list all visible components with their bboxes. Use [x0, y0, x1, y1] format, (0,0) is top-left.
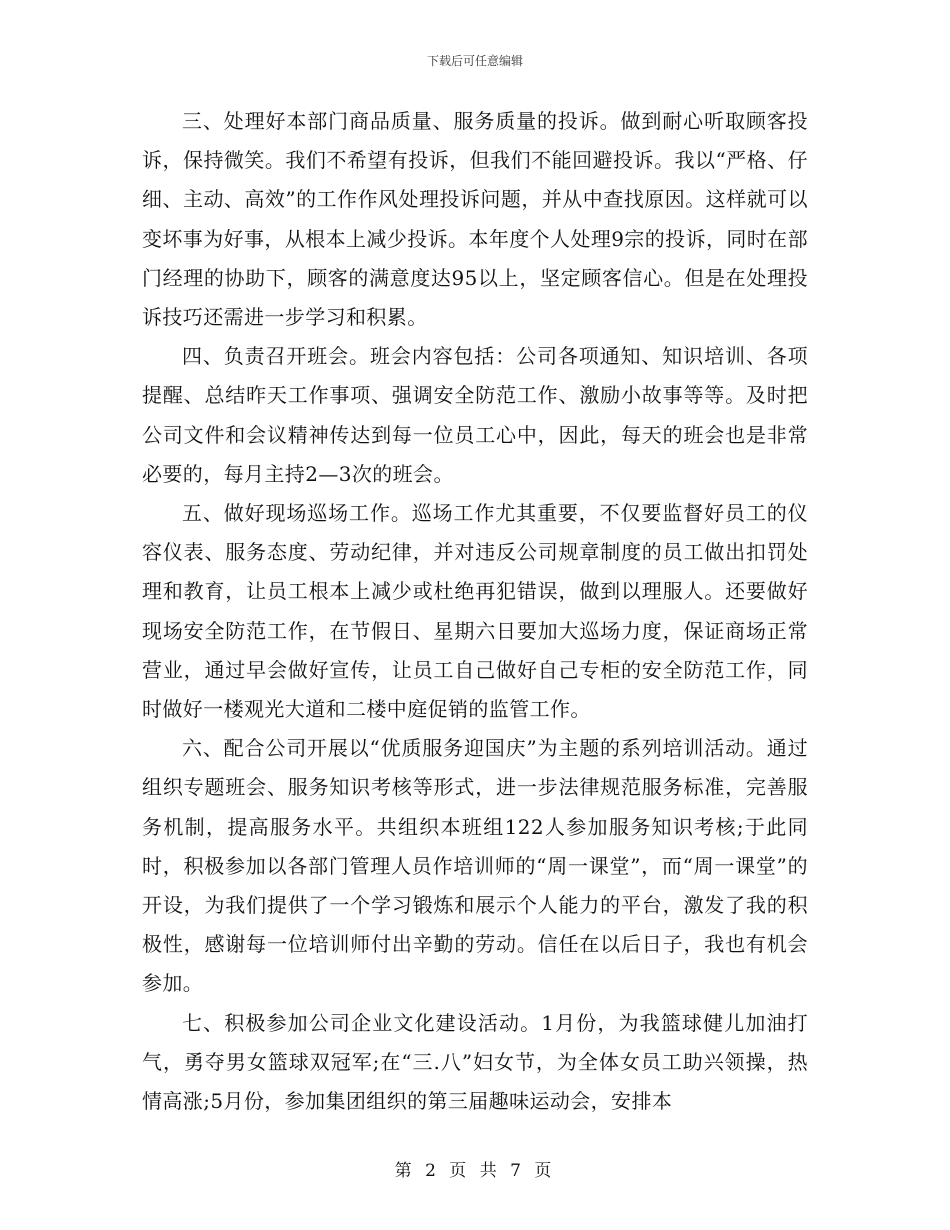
paragraph-4: 四、负责召开班会。班会内容包括：公司各项通知、知识培训、各项提醒、总结昨天工作事项、强调安全防范工作、激励小故事等等。及时把公司文件和会议精神传达到每一位员工心中，因此，每天的班会也是非常必要的，每月主持2—3次的班会。	[142, 344, 808, 486]
page-number: 第 2 页 共 7 页	[394, 1161, 556, 1181]
paragraph-3: 三、处理好本部门商品质量、服务质量的投诉。做到耐心听取顾客投诉，保持微笑。我们不希望有投诉，但我们不能回避投诉。我以“严格、仔细、主动、高效”的工作作风处理投诉问题，并从中查找原因。这样就可以变坏事为好事，从根本上减少投诉。本年度个人处理9宗的投诉，同时在部门经理的协助下，顾客的满意度达95以上，坚定顾客信心。但是在处理投诉技巧还需进一步学习和积累。	[142, 109, 808, 330]
paragraph-5: 五、做好现场巡场工作。巡场工作尤其重要，不仅要监督好员工的仪容仪表、服务态度、劳动纪律，并对违反公司规章制度的员工做出扣罚处理和教育，让员工根本上减少或杜绝再犯错误，做到以理服人。还要做好现场安全防范工作，在节假日、星期六日要加大巡场力度，保证商场正常营业，通过早会做好宣传，让员工自己做好自己专柜的安全防范工作，同时做好一楼观光大道和二楼中庭促销的监管工作。	[142, 501, 808, 722]
paragraph-7: 七、积极参加公司企业文化建设活动。1月份，为我篮球健儿加油打气，勇夺男女篮球双冠军;在“三.八”妇女节，为全体女员工助兴领操，热情高涨;5月份，参加集团组织的第三届趣味运动会，安排本	[142, 1010, 808, 1114]
page-header: 下载后可任意编辑	[426, 54, 523, 68]
document-body	[142, 102, 808, 1121]
paragraph-6: 六、配合公司开展以“优质服务迎国庆”为主题的系列培训活动。通过组织专题班会、服务知识考核等形式，进一步法律规范服务标准，完善服务机制，提高服务水平。共组织本班组122人参加服务知识考核;于此同时，积极参加以各部门管理人员作培训师的“周一课堂”，而“周一课堂”的开设，为我们提供了一个学习锻炼和展示个人能力的平台，激发了我的积极性，感谢每一位培训师付出辛勤的劳动。信任在以后日子，我也有机会参加。	[142, 736, 808, 996]
